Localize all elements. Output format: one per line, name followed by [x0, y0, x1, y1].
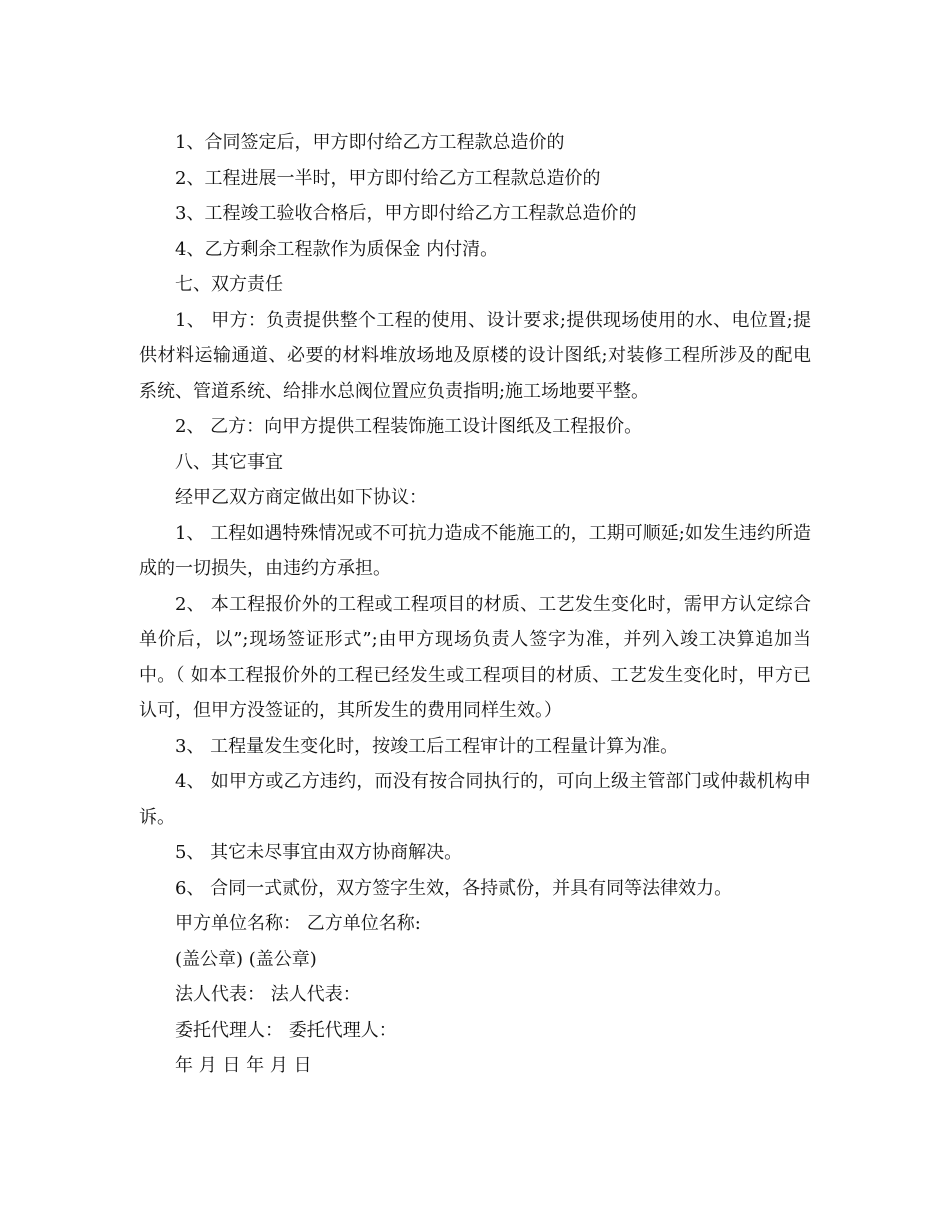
responsibility-party-a: 1、 甲方：负责提供整个工程的使用、设计要求;提供现场使用的水、电位置;提供材料运输通道、必要的材料堆放场地及原楼的设计图纸;对装修工程所涉及的配电系统、管道系统、给排水总阀位置应负责指明;施工场地要平整。: [139, 309, 811, 402]
signature-unit-names: 甲方单位名称： 乙方单位名称:: [175, 913, 421, 934]
agreement-intro: 经甲乙双方商定做出如下协议：: [175, 487, 427, 508]
section-heading-other-matters: 八、其它事宜: [175, 451, 283, 473]
section-heading-responsibilities: 七、双方责任: [175, 274, 283, 295]
signature-seals: (盖公章) (盖公章): [175, 948, 317, 970]
other-matter-3: 3、 工程量发生变化时，按竣工后工程审计的工程量计算为准。: [175, 735, 679, 757]
signature-legal-reps: 法人代表： 法人代表：: [175, 984, 361, 1005]
responsibility-party-b: 2、 乙方：向甲方提供工程装饰施工设计图纸及工程报价。: [175, 416, 643, 437]
signature-agents: 委托代理人： 委托代理人：: [175, 1019, 397, 1041]
signature-dates: 年 月 日 年 月 日: [175, 1055, 312, 1076]
payment-term-3: 3、工程竣工验收合格后，甲方即付给乙方工程款总造价的: [175, 203, 637, 224]
payment-term-1: 1、合同签定后，甲方即付给乙方工程款总造价的: [175, 132, 565, 153]
other-matter-2: 2、 本工程报价外的工程或工程项目的材质、工艺发生变化时，需甲方认定综合单价后，以”;现场签证形式”;由甲方现场负责人签字为准，并列入竣工决算追加当中。（ 如本工程报价外的工程已经发生或工程项目的材质、工艺发生变化时，甲方已认可，但甲方没签证的，其所发生的费用同样生效。）: [139, 593, 811, 721]
document-body: [139, 125, 811, 1084]
other-matter-5: 5、 其它未尽事宜由双方协商解决。: [175, 842, 463, 863]
other-matter-1: 1、 工程如遇特殊情况或不可抗力造成不能施工的，工期可顺延;如发生违约所造成的一切损失，由违约方承担。: [139, 522, 811, 579]
payment-term-4: 4、乙方剩余工程款作为质保金 内付清。: [175, 238, 499, 260]
other-matter-4: 4、 如甲方或乙方违约，而没有按合同执行的，可向上级主管部门或仲裁机构申诉。: [139, 771, 811, 828]
payment-term-2: 2、工程进展一半时，甲方即付给乙方工程款总造价的: [175, 167, 601, 189]
other-matter-6: 6、 合同一式贰份，双方签字生效，各持贰份，并具有同等法律效力。: [175, 877, 733, 899]
